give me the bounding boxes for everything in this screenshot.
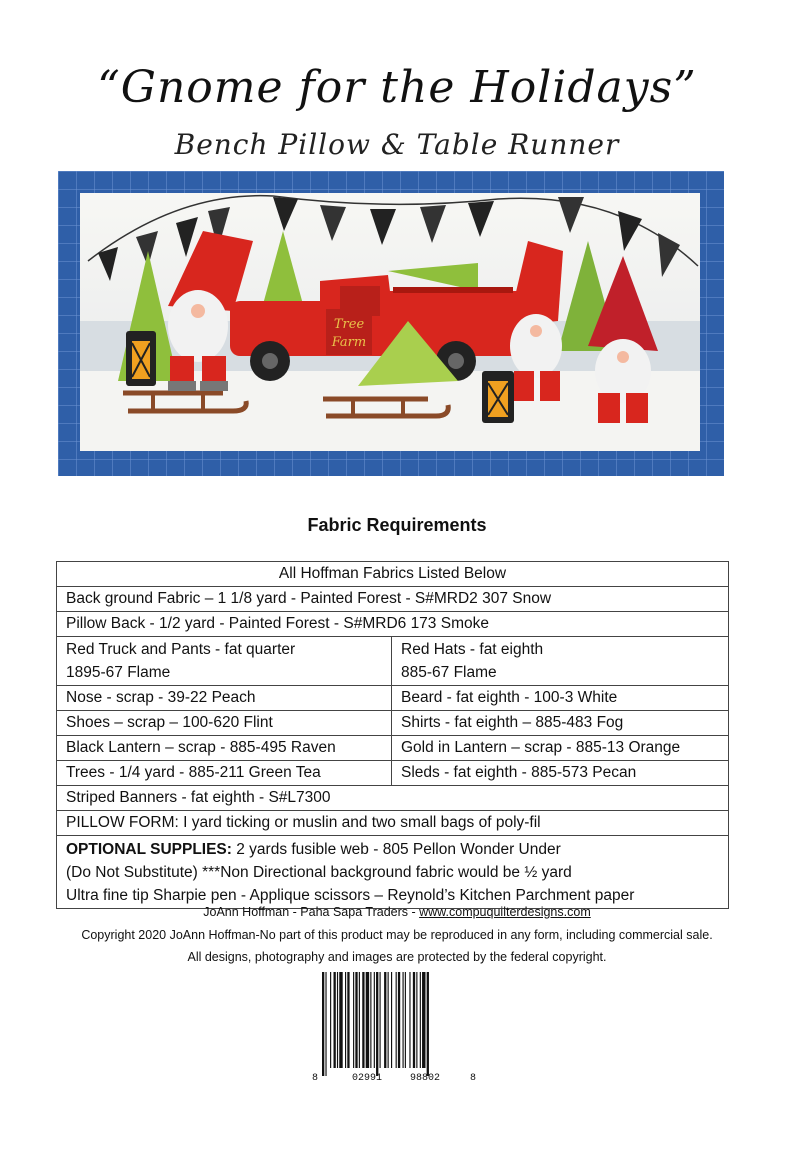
tree-farm-sign-line1: Tree [333, 317, 365, 332]
table-row [57, 711, 729, 736]
barcode-bar [403, 972, 404, 1068]
barcode-digit-right: 8 [470, 1073, 477, 1082]
optional-line2: (Do Not Substitute) ***Non Directional background fabric would be ½ yard [66, 863, 572, 881]
website-link[interactable]: www.compuquilterdesigns.com [419, 905, 591, 919]
striped-banners-fabric: Striped Banners - fat eighth - S#L7300 [57, 786, 729, 811]
table-row [57, 612, 729, 637]
designer-credit [0, 905, 794, 919]
table-row [57, 686, 729, 711]
barcode-bar [396, 972, 397, 1068]
shirts-fabric: Shirts - fat eighth – 885-483 Fog [392, 711, 729, 736]
barcode-bar [374, 972, 375, 1068]
red-hats-fabric [392, 637, 729, 686]
barcode-bar [337, 972, 338, 1068]
fabric-requirements-heading: Fabric Requirements [307, 515, 487, 535]
background-fabric: Back ground Fabric – 1 1/8 yard - Painted Forest - S#MRD2 307 Snow [57, 587, 729, 612]
table-row [57, 587, 729, 612]
barcode-bar [409, 972, 410, 1068]
pillow-back-fabric: Pillow Back - 1/2 yard - Painted Forest - S#MRD6 173 Smoke [57, 612, 729, 637]
barcode-bar [362, 972, 364, 1068]
optional-line1-text: 2 yards fusible web - 805 Pellon Wonder Under [231, 840, 561, 858]
table-row [57, 811, 729, 836]
barcode-group1: 02991 [352, 1073, 383, 1082]
red-hats-line1: Red Hats - fat eighth [401, 641, 544, 658]
red-truck-fabric [57, 637, 392, 686]
shoes-fabric: Shoes – scrap – 100-620 Flint [57, 711, 392, 736]
barcode-bar [422, 972, 425, 1068]
optional-supplies [57, 836, 729, 909]
credit-text: JoAnn Hoffman - Paha Sapa Traders - [203, 905, 420, 919]
barcode-bar [353, 972, 354, 1068]
protection-notice: All designs, photography and images are protected by the federal copyright. [187, 950, 607, 964]
barcode-bar [398, 972, 400, 1068]
barcode-bar [370, 972, 371, 1068]
table-row [57, 562, 729, 587]
red-hats-line2: 885-67 Flame [401, 664, 497, 681]
barcode-bar [391, 972, 392, 1068]
barcode-digit-left: 8 [312, 1073, 319, 1082]
barcode-bar [420, 972, 421, 1068]
barcode-bar [380, 972, 381, 1068]
pillow-form-note: PILLOW FORM: I yard ticking or muslin and two small bags of poly-fil [57, 811, 729, 836]
optional-label: OPTIONAL SUPPLIES: [66, 840, 232, 858]
barcode-bar [416, 972, 417, 1068]
barcode-bar [325, 972, 326, 1076]
beard-fabric: Beard - fat eighth - 100-3 White [392, 686, 729, 711]
copyright-notice: Copyright 2020 JoAnn Hoffman-No part of this product may be reproduced in any form, including commercial sale. [81, 928, 713, 942]
barcode-bar [384, 972, 386, 1068]
lantern-left [126, 331, 156, 386]
table-row [57, 761, 729, 786]
barcode-bar [376, 972, 378, 1076]
trees-fabric: Trees - 1/4 yard - 885-211 Green Tea [57, 761, 392, 786]
barcode-bar [413, 972, 415, 1068]
table-row [57, 786, 729, 811]
barcode-bar [355, 972, 357, 1068]
barcode-bar [347, 972, 349, 1068]
page-subtitle: Bench Pillow & Table Runner [174, 128, 620, 161]
lantern-right [482, 371, 514, 423]
fabric-requirements-table [56, 561, 729, 909]
barcode-bar [330, 972, 331, 1068]
barcode-bars [322, 972, 429, 1076]
nose-fabric: Nose - scrap - 39-22 Peach [57, 686, 392, 711]
barcode-bar [339, 972, 342, 1068]
page-title: “Gnome for the Holidays” [97, 62, 697, 113]
table-row [57, 836, 729, 909]
optional-line1 [66, 838, 719, 861]
tree-farm-sign-line2: Farm [331, 335, 367, 350]
black-lantern-fabric: Black Lantern – scrap - 885-495 Raven [57, 736, 392, 761]
barcode-bar [366, 972, 369, 1068]
barcode-bar [322, 972, 324, 1076]
barcode-bar [359, 972, 360, 1068]
upc-barcode [310, 972, 480, 1082]
barcode-bar [405, 972, 406, 1068]
gold-lantern-fabric: Gold in Lantern – scrap - 885-13 Orange [392, 736, 729, 761]
barcode-bar [388, 972, 389, 1068]
all-hoffman-note: All Hoffman Fabrics Listed Below [57, 562, 729, 587]
red-truck-line1: Red Truck and Pants - fat quarter [66, 641, 296, 658]
table-row [57, 637, 729, 686]
red-truck-line2: 1895-67 Flame [66, 664, 171, 681]
barcode-bar [427, 972, 429, 1076]
optional-line3: Ultra fine tip Sharpie pen - Applique scissors – Reynold’s Kitchen Parchment paper [66, 886, 635, 904]
product-photo [58, 171, 724, 476]
table-row [57, 736, 729, 761]
sleds-fabric: Sleds - fat eighth - 885-573 Pecan [392, 761, 729, 786]
barcode-bar [334, 972, 336, 1068]
barcode-bar [345, 972, 346, 1068]
barcode-group2: 98802 [410, 1073, 441, 1082]
